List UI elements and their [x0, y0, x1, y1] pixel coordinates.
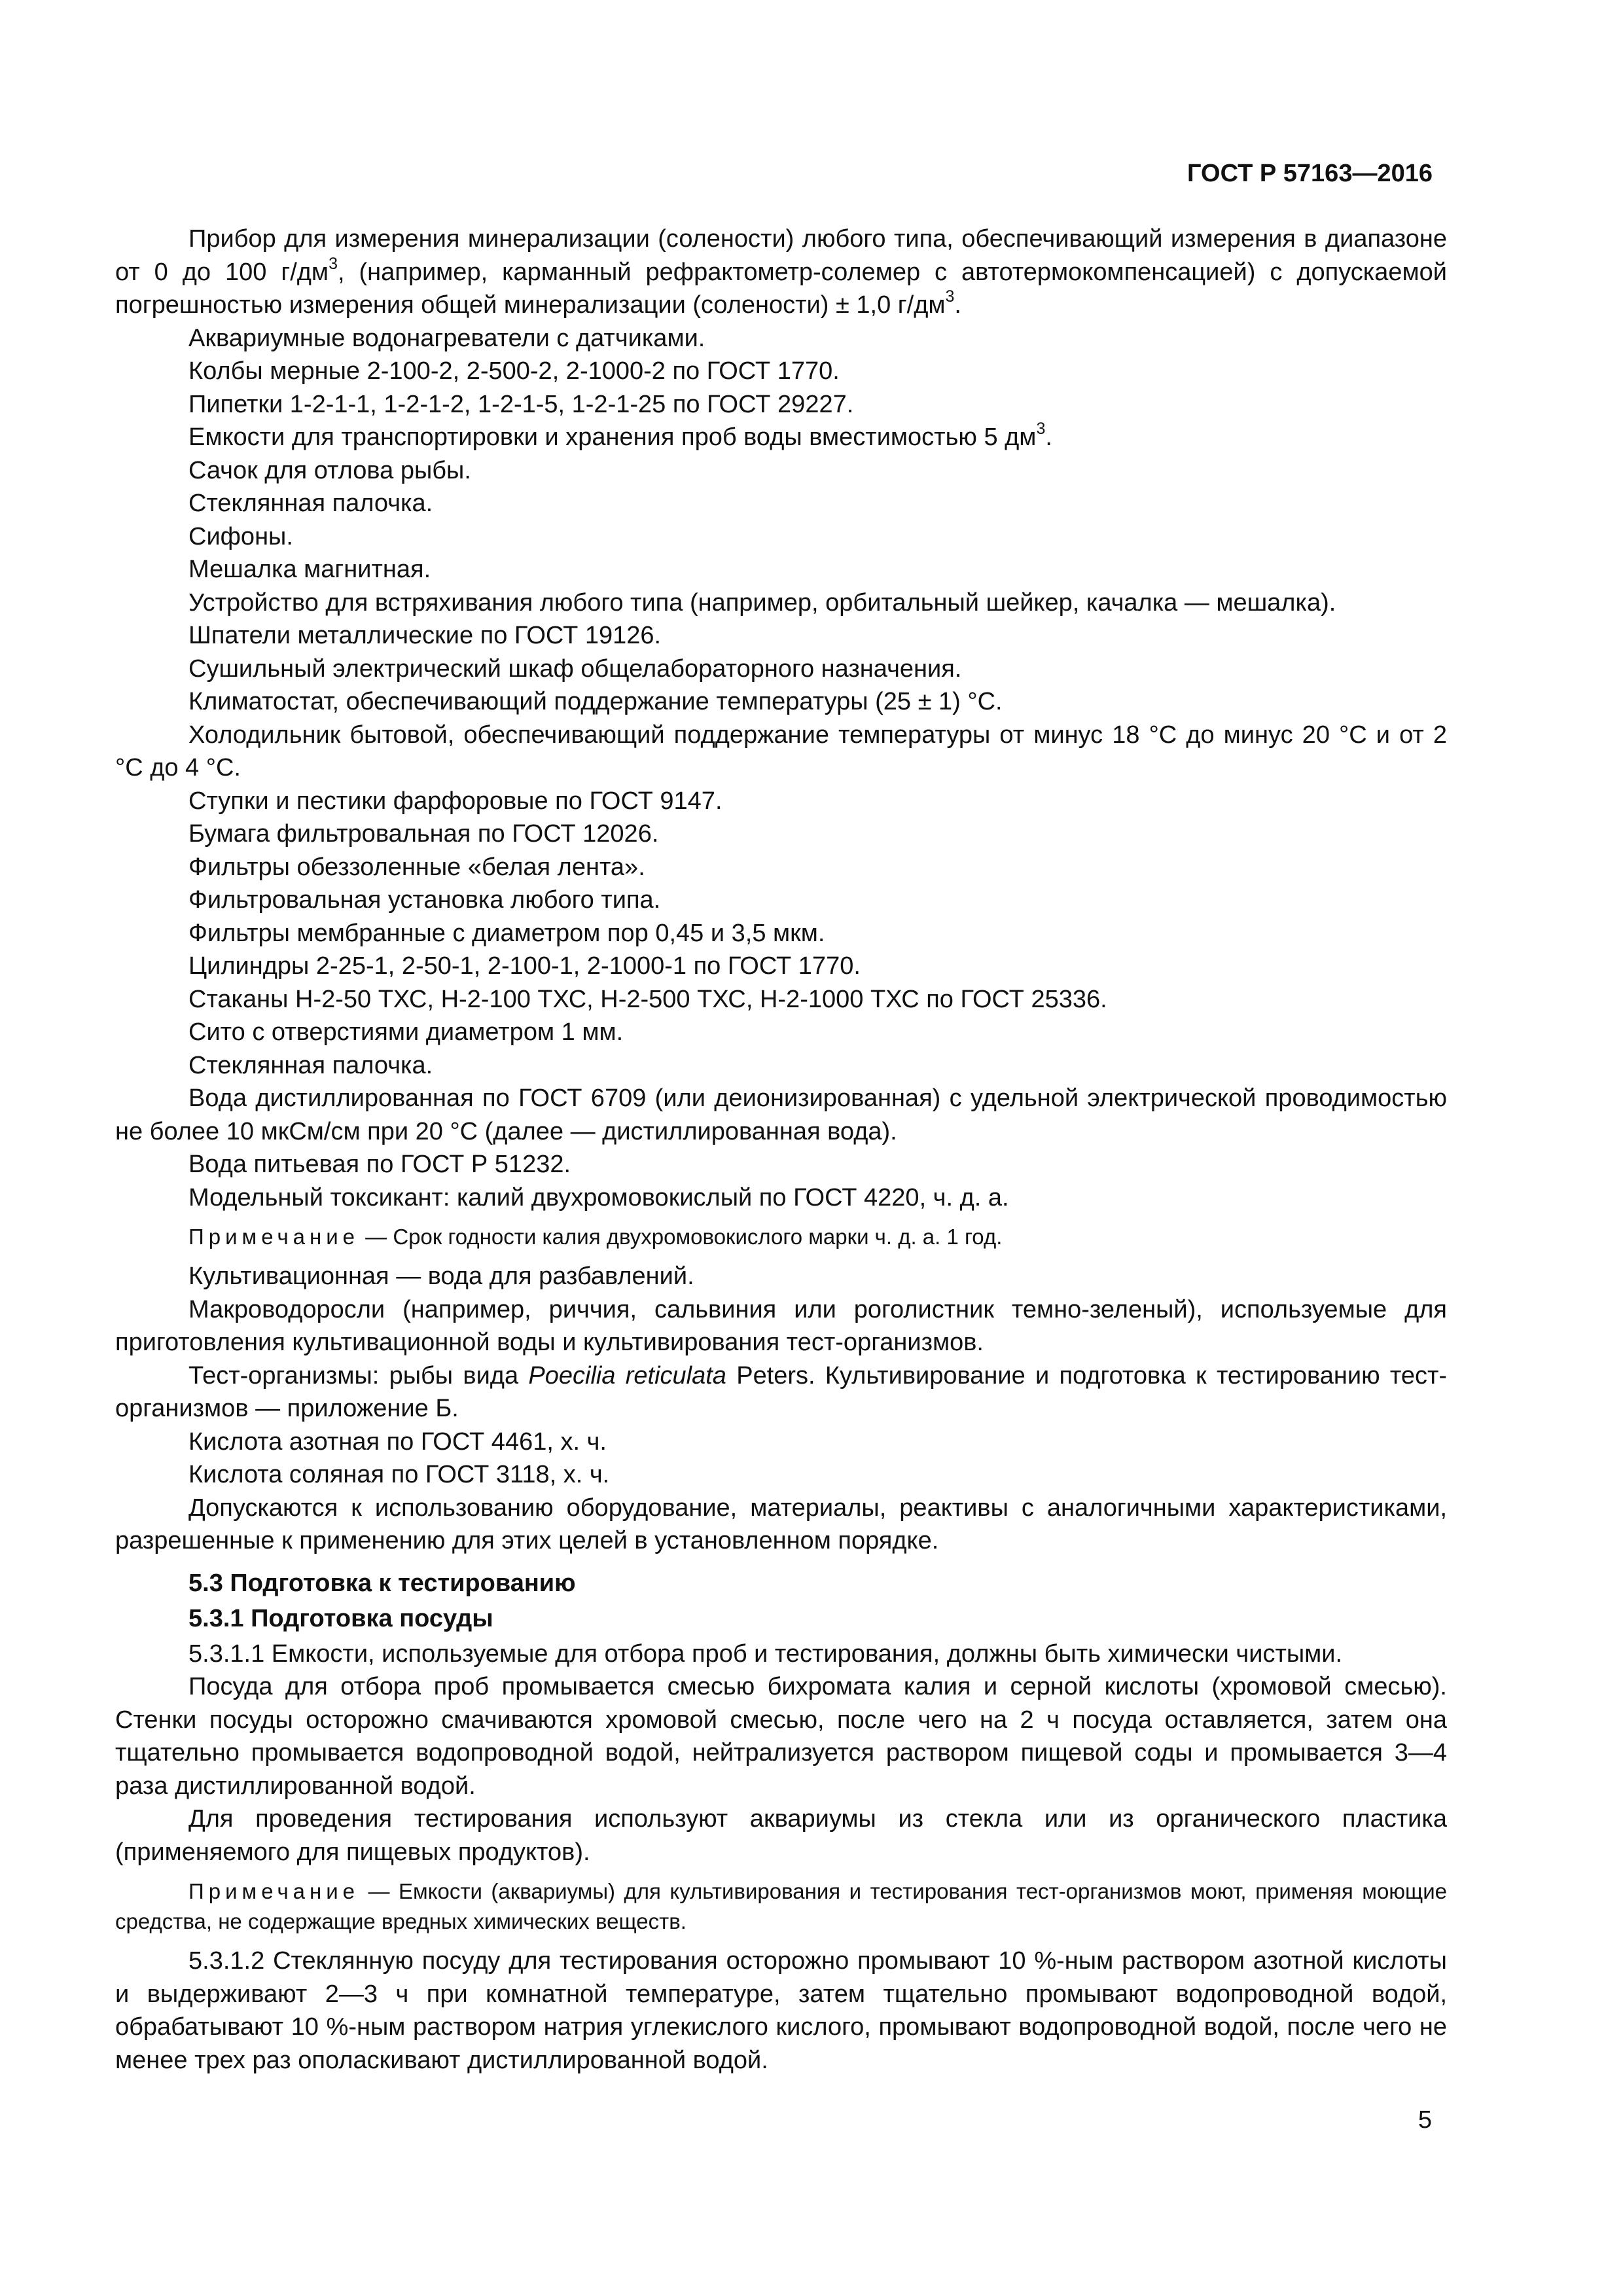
paragraph: Для проведения тестирования используют аквариумы из стекла или из органического пластика (применяемого для пищевых продуктов). — [115, 1805, 1447, 1866]
list-line: Фильтры обеззоленные «белая лента». — [188, 853, 645, 881]
list-line: Бумага фильтровальная по ГОСТ 12026. — [188, 820, 659, 848]
page-body — [115, 223, 1447, 2077]
list-line: Вода питьевая по ГОСТ Р 51232. — [188, 1151, 571, 1178]
list-line: Кислота соляная по ГОСТ 3118, х. ч. — [188, 1461, 610, 1488]
list-line: Цилиндры 2-25-1, 2-50-1, 2-100-1, 2-1000-1 по ГОСТ 1770. — [188, 952, 861, 980]
list-line: Климатостат, обеспечивающий поддержание температуры (25 ± 1) °С. — [188, 688, 1003, 715]
list-line: Мешалка магнитная. — [188, 556, 431, 583]
list-line: Устройство для встряхивания любого типа (например, орбитальный шейкер, качалка — мешалка). — [188, 588, 1336, 617]
list-line: Емкости для транспортировки и хранения проб воды вместимостью 5 $дм^3$. — [188, 420, 1052, 451]
paragraph-salinity-meter: Прибор для измерения минерализации (солености) любого типа, обеспечивающий измерения в диапазоне от 0 до 100 $г/дм^3$, (например, карманный рефрактометр-солемер с автотермокомпенсацией) с допускаемой погрешностью измерения общей минерализации (солености) ± 1,0 $г/дм^3$. — [115, 225, 1447, 319]
list-line: Тест-организмы: рыбы вида Poecilia reticulata Peters. Культивирование и подготовка к тестированию тест-организмов — приложение Б. — [115, 1361, 1448, 1422]
list-line: Стеклянная палочка. — [188, 1051, 433, 1079]
paragraph: Посуда для отбора проб промывается смесью бихромата калия и серной кислоты (хромовой смесью). Стенки посуды осторожно смачиваются хромовой смесью, после чего на 2 ч посуда оставляется, затем она тщательно промывается водопроводной водой, нейтрализуется раствором пищевой соды и промывается 3—4 раза дистиллированной водой. — [115, 1673, 1447, 1800]
list-line: Сифоны. — [188, 522, 293, 550]
paragraph: 5.3.1.2 Стеклянную посуду для тестирования осторожно промывают 10 %-ным раствором азотной кислоты и выдерживают 2—3 ч при комнатной температуре, затем тщательно промывают водопроводной водой, обрабатывают 10 %-ным раствором натрия углекислого кислого, промывают водопроводной водой, после чего не менее трех раз ополаскивают дистиллированной водой. — [115, 1947, 1447, 2074]
list-line: Шпатели металлические по ГОСТ 19126. — [188, 622, 662, 649]
section-heading-5-3-1: 5.3.1 Подготовка посуды — [188, 1604, 493, 1632]
note-label: Примечание — [188, 1225, 360, 1249]
list-line: Аквариумные водонагреватели с датчиками. — [188, 324, 705, 352]
note-aquarium-washing: Примечание — Емкости (аквариумы) для культивирования и тестирования тест-организмов моют, применяя моющие средства, не содержащие вредных химических веществ. — [115, 1879, 1447, 1933]
note-label: Примечание — [188, 1879, 360, 1903]
paragraph: 5.3.1.1 Емкости, используемые для отбора проб и тестирования, должны быть химически чистыми. — [188, 1640, 1343, 1668]
list-line: Кислота азотная по ГОСТ 4461, х. ч. — [188, 1427, 607, 1456]
list-line: Культивационная — вода для разбавлений. — [188, 1263, 694, 1290]
list-line: Сито с отверстиями диаметром 1 мм. — [188, 1018, 624, 1046]
document-header: ГОСТ Р 57163—2016 — [1187, 160, 1433, 187]
list-line: Допускаются к использованию оборудование, материалы, реактивы с аналогичными характеристиками, разрешенные к применению для этих целей в установленном порядке. — [115, 1494, 1447, 1554]
list-line: Пипетки 1-2-1-1, 1-2-1-2, 1-2-1-5, 1-2-1-25 по ГОСТ 29227. — [188, 390, 854, 418]
list-line: Сушильный электрический шкаф общелабораторного назначения. — [188, 655, 962, 683]
page-number: 5 — [1418, 2106, 1432, 2134]
list-line: Макроводоросли (например, риччия, сальвиния или роголистник темно-зеленый), используемые для приготовления культивационной воды и культивирования тест-организмов. — [115, 1295, 1447, 1356]
list-line: Фильтры мембранные с диаметром пор 0,45 и 3,5 мкм. — [188, 919, 825, 947]
list-line: Вода дистиллированная по ГОСТ 6709 (или деионизированная) с удельной электрической проводимостью не более 10 мкСм/см при 20 °С (далее — дистиллированная вода). — [115, 1085, 1447, 1145]
list-line: Сачок для отлова рыбы. — [188, 456, 471, 484]
list-line: Модельный токсикант: калий двухромовокислый по ГОСТ 4220, ч. д. а. — [188, 1183, 1009, 1211]
list-line: Стеклянная палочка. — [188, 490, 433, 517]
section-heading-5-3: 5.3 Подготовка к тестированию — [188, 1569, 576, 1597]
list-line: Стаканы Н-2-50 ТХС, Н-2-100 ТХС, Н-2-500 ТХС, Н-2-1000 ТХС по ГОСТ 25336. — [188, 985, 1107, 1013]
list-line: Фильтровальная установка любого типа. — [188, 886, 661, 914]
list-line: Ступки и пестики фарфоровые по ГОСТ 9147. — [188, 787, 722, 815]
note-shelf-life: Примечание — Срок годности калия двухромовокислого марки ч. д. а. 1 год. — [188, 1225, 1003, 1249]
list-line: Колбы мерные 2-100-2, 2-500-2, 2-1000-2 по ГОСТ 1770. — [188, 357, 840, 385]
list-line: Холодильник бытовой, обеспечивающий поддержание температуры от минус 18 °С до минус 20 °С и от 2 °С до 4 °С. — [115, 721, 1447, 781]
